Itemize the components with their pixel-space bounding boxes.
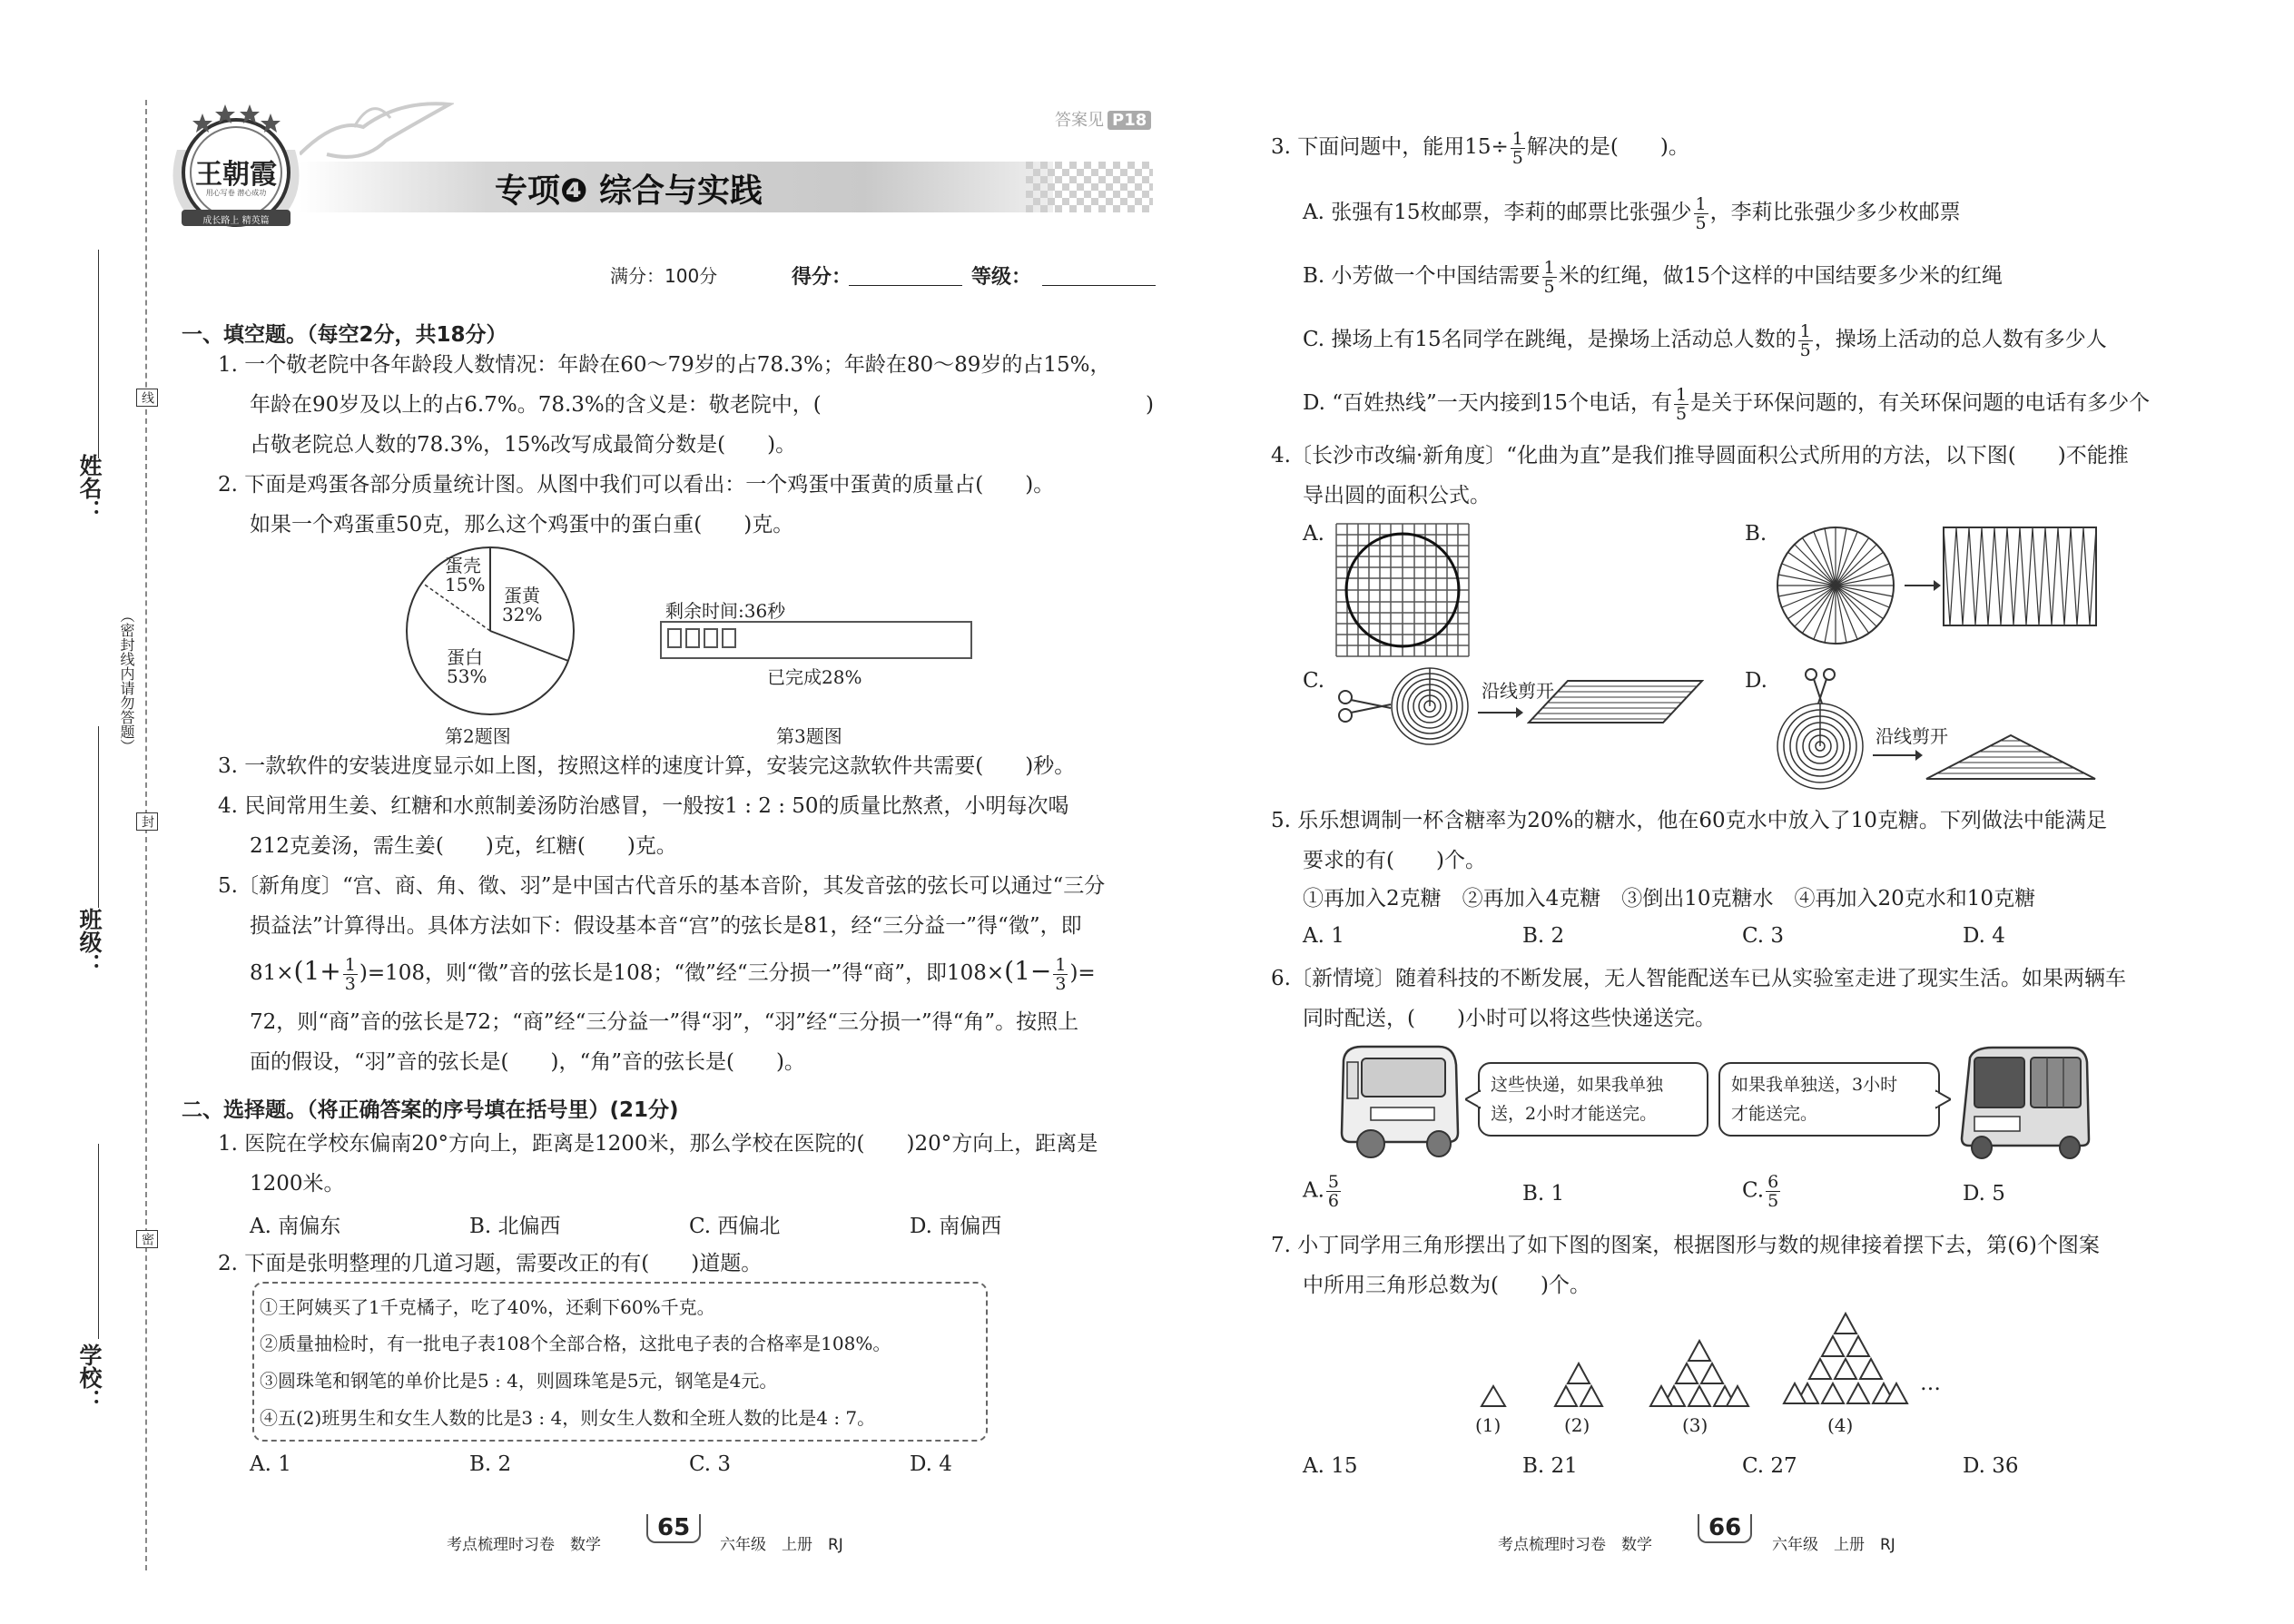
speech-bubble-1-line2: 送，2小时才能送完。	[1491, 1104, 1658, 1124]
q4-figure-d-triangle	[1925, 733, 2097, 781]
speech-bubble-2-line2: 才能送完。	[1731, 1104, 1818, 1124]
right-q7-option-d[interactable]: D. 36	[1963, 1454, 2019, 1478]
q7-figure-label-3: (3)	[1682, 1414, 1708, 1436]
speech-bubble-2	[1718, 1062, 1940, 1137]
right-q3-text-a: 3. 下面问题中，能用15÷	[1271, 135, 1509, 159]
left-footer-grade: 六年级 上册 RJ	[720, 1536, 843, 1554]
speech-bubble-2-tail	[1935, 1089, 1951, 1109]
right-q3-option-d-text-a: D. “百姓热线”一天内接到15个电话，有	[1303, 391, 1673, 415]
fill-q1-line2-close: )	[1146, 393, 1154, 417]
exercise-item-1: ①王阿姨买了1千克橘子，吃了40%，还剩下60%千克。	[260, 1296, 715, 1318]
right-q3-option-d-text-b: 是关于环保问题的，有关环保问题的电话有多少个	[1690, 391, 2151, 415]
right-q5-option-a[interactable]: A. 1	[1303, 924, 1344, 948]
answer-reference	[1055, 107, 1151, 131]
fill-q1-line3: 占敬老院总人数的78.3%，15%改写成最简分数是( )。	[250, 433, 797, 457]
fill-q4-line2: 212克姜汤，需生姜( )克，红糖( )克。	[250, 834, 677, 858]
pie-label-yolk-name: 蛋黄	[504, 585, 540, 606]
right-q7-option-a[interactable]: A. 15	[1303, 1454, 1358, 1478]
q4-option-c-label[interactable]: C.	[1303, 669, 1325, 693]
right-q3-option-d-fraction: $\frac{1}{5}$	[1676, 384, 1688, 424]
q4-figure-c-arrow	[1478, 704, 1523, 722]
right-q4-line1: 4.〔长沙市改编·新角度〕“化曲为直”是我们推导圆面积公式所用的方法，以下图( )不能推	[1271, 444, 2129, 468]
name-label: 姓名：	[76, 454, 103, 522]
q7-triangle-pattern-2	[1551, 1362, 1607, 1409]
score-label: 得分：	[792, 266, 852, 289]
school-label: 学校：	[76, 1343, 103, 1412]
choice-q2-option-d[interactable]: D. 4	[910, 1452, 952, 1476]
right-q4-line2: 导出圆的面积公式。	[1303, 484, 1491, 507]
choice-q1-line1: 1. 医院在学校东偏南20°方向上，距离是1200米，那么学校在医院的( )20°方向上，距离是	[218, 1132, 1098, 1156]
q4-figure-b-sectors	[1775, 525, 1897, 647]
progress-fill	[667, 628, 747, 648]
q5-expr-c: )=108，则“徵”音的弦长是108；“徵”经“三分损一”得“商”，即108×	[359, 961, 1005, 985]
pie-label-shell-value: 15%	[445, 574, 486, 595]
q4-figure-a-grid-circle	[1334, 522, 1471, 658]
right-q7-option-b[interactable]: B. 21	[1522, 1454, 1578, 1478]
figure2-caption: 第2题图	[445, 725, 511, 747]
fill-q2-line1: 2. 下面是鸡蛋各部分质量统计图。从图中我们可以看出：一个鸡蛋中蛋黄的质量占( )。	[218, 473, 1055, 497]
q7-figure-label-2: (2)	[1564, 1414, 1590, 1436]
right-q3-option-c-text-b: ，操场上活动的总人数有多少人	[1814, 328, 2107, 351]
fill-q5-line2: 损益法”计算得出。具体方法如下：假设基本音“宫”的弦长是81，经“三分益一”得“徵”，即	[250, 914, 1082, 938]
grade-field[interactable]	[1042, 285, 1156, 286]
answer-ref-page: P18	[1108, 111, 1151, 130]
q4-figure-b-parallelogram	[1943, 527, 2097, 626]
choice-q1-option-b[interactable]: B. 北偏西	[469, 1215, 561, 1238]
right-q6-line1: 6.〔新情境〕随着科技的不断发展，无人智能配送车已从实验室走进了现实生活。如果两辆车	[1271, 967, 2126, 990]
seal-mark-1: 线	[136, 389, 158, 407]
speech-bubble-1-tail	[1465, 1089, 1482, 1109]
right-q5-line2: 要求的有( )个。	[1303, 849, 1486, 872]
right-q5-line1: 5. 乐乐想调制一杯含糖率为20%的糖水，他在60克水中放入了10克糖。下列做法中能满足	[1271, 809, 2107, 832]
choice-q2-line1: 2. 下面是张明整理的几道习题，需要改正的有( )道题。	[218, 1252, 763, 1275]
q5-expr-b: (1+	[293, 956, 341, 986]
answer-ref-text: 答案见	[1055, 111, 1104, 130]
right-q3-option-c-text-a: C. 操场上有15名同学在跳绳，是操场上活动总人数的	[1303, 328, 1797, 351]
right-q7-line1: 7. 小丁同学用三角形摆出了如下图的图案，根据图形与数的规律接着摆下去，第(6)个图案	[1271, 1234, 2100, 1257]
q4-option-d-label[interactable]: D.	[1745, 669, 1767, 693]
logo-badge	[168, 95, 304, 231]
name-field[interactable]	[98, 250, 99, 458]
binding-dashed-line	[145, 100, 147, 1570]
right-q7-line2: 中所用三角形总数为( )个。	[1303, 1274, 1590, 1297]
right-q5-option-b[interactable]: B. 2	[1522, 924, 1565, 948]
right-page-number: 66	[1698, 1514, 1752, 1543]
choice-q2-option-b[interactable]: B. 2	[469, 1452, 512, 1476]
right-q5-option-c[interactable]: C. 3	[1742, 924, 1785, 948]
fill-q5-line4: 72，则“商”音的弦长是72；“商”经“三分益一”得“羽”，“羽”经“三分损一”得“角”。按照上	[250, 1010, 1079, 1034]
progress-done-label: 已完成28%	[767, 666, 862, 688]
logo-text: 王朝霞	[195, 159, 277, 191]
page-title: 专项❹ 综合与实践	[495, 172, 763, 210]
seal-mark-2: 封	[136, 812, 158, 831]
q7-figure-label-1: (1)	[1475, 1414, 1501, 1436]
right-q6-option-b[interactable]: B. 1	[1522, 1182, 1565, 1206]
right-q3-option-b-text-a: B. 小芳做一个中国结需要	[1303, 264, 1541, 288]
pie-label-white-name: 蛋白	[447, 646, 483, 668]
class-label: 班级：	[76, 908, 103, 976]
egg-pie-chart	[399, 540, 581, 722]
right-q3-option-a-text-b: ，李莉比张强少多少枚邮票	[1709, 201, 1961, 224]
choice-q1-option-a[interactable]: A. 南偏东	[250, 1215, 341, 1238]
right-q5-option-d[interactable]: D. 4	[1963, 924, 2005, 948]
q4-figure-c-parallelogram	[1527, 679, 1704, 724]
scissors-icon-d	[1802, 667, 1838, 704]
q4-figure-b-arrow	[1905, 576, 1941, 595]
logo-ribbon-text: 成长路上 精英篇	[202, 216, 270, 226]
right-footer-grade: 六年级 上册 RJ	[1772, 1536, 1895, 1554]
exercise-item-3: ③圆珠笔和钢笔的单价比是5 : 4，则圆珠笔是5元，钢笔是4元。	[260, 1370, 778, 1392]
q7-triangle-pattern-1	[1480, 1384, 1507, 1408]
score-field[interactable]	[849, 285, 962, 286]
right-q3-option-b-fraction: $\frac{1}{5}$	[1543, 257, 1555, 297]
right-q6-option-c[interactable]	[1742, 1173, 1782, 1210]
right-q3-option-a[interactable]	[1303, 192, 1961, 232]
q5-expr-e: )=	[1069, 961, 1096, 985]
right-q6-line2: 同时配送，( )小时可以将这些快递送完。	[1303, 1007, 1716, 1030]
school-field[interactable]	[98, 1144, 99, 1339]
q4-figure-c-concentric	[1389, 665, 1471, 747]
right-q3-option-a-text-a: A. 张强有15枚邮票，李莉的邮票比张强少	[1303, 201, 1692, 224]
exercise-item-2: ②质量抽检时，有一批电子表108个全部合格，这批电子表的合格率是108%。	[260, 1333, 891, 1354]
right-q3	[1271, 127, 1689, 167]
right-q3-option-c-fraction: $\frac{1}{5}$	[1799, 320, 1811, 360]
right-q3-option-b[interactable]	[1303, 256, 2003, 296]
choice-q1-option-c[interactable]: C. 西偏北	[689, 1215, 781, 1238]
speech-bubble-2-line1: 如果我单独送，3小时	[1731, 1075, 1898, 1095]
decorative-ribbon	[300, 91, 454, 172]
fill-q3: 3. 一款软件的安装进度显示如上图，按照这样的速度计算，安装完这款软件共需要( )秒。	[218, 754, 1076, 778]
pie-label-yolk-value: 32%	[502, 604, 543, 625]
right-q6-option-a-label: A.	[1303, 1178, 1324, 1203]
q7-ellipsis: …	[1920, 1372, 1941, 1395]
q7-triangle-pattern-3	[1645, 1339, 1754, 1410]
right-q6-option-c-label: C.	[1742, 1178, 1765, 1203]
q4-cut-text-d: 沿线剪开	[1876, 725, 1948, 747]
choice-q2-option-a[interactable]: A. 1	[250, 1452, 291, 1476]
choice-q1-option-d[interactable]: D. 南偏西	[910, 1215, 1002, 1238]
right-q6-option-d[interactable]: D. 5	[1963, 1182, 2005, 1206]
right-q6-option-a-fraction: $\frac{5}{6}$	[1327, 1172, 1340, 1211]
fill-q1-line1: 1. 一个敬老院中各年龄段人数情况：年龄在60～79岁的占78.3%；年龄在80～89岁的占15%，	[218, 353, 1111, 377]
fill-q5-line5: 面的假设，“羽”音的弦长是( )，“角”音的弦长是( )。	[250, 1050, 805, 1074]
q4-cut-text-c: 沿线剪开	[1482, 680, 1554, 702]
q7-figure-label-4: (4)	[1827, 1414, 1854, 1436]
q5-expr-a: 81×	[250, 961, 294, 985]
title-checker-pattern	[1026, 162, 1153, 212]
delivery-vehicle-2	[1956, 1044, 2092, 1162]
fill-q2-line2: 如果一个鸡蛋重50克，那么这个鸡蛋中的蛋白重( )克。	[250, 513, 794, 536]
left-page-number: 65	[646, 1514, 701, 1543]
choice-q1-line2: 1200米。	[250, 1172, 345, 1196]
q7-triangle-pattern-4	[1777, 1312, 1914, 1410]
q4-figure-d-arrow	[1873, 746, 1923, 764]
progress-time-label: 剩余时间:36秒	[665, 600, 786, 622]
right-q3-fraction: $\frac{1}{5}$	[1511, 128, 1523, 168]
q5-fraction-2: $\frac{1}{3}$	[1055, 954, 1067, 994]
section2-title: 二、选择题。（将正确答案的序号填在括号里）(21分)	[182, 1098, 679, 1122]
score-full: 满分：100分	[610, 265, 718, 287]
q5-fraction-1: $\frac{1}{3}$	[344, 954, 356, 994]
section1-title: 一、填空题。（每空2分，共18分）	[182, 323, 507, 347]
figure3-caption: 第3题图	[776, 725, 842, 747]
pie-label-white-value: 53%	[447, 665, 487, 687]
right-q6-option-a[interactable]	[1303, 1173, 1343, 1210]
scissors-icon	[1336, 688, 1393, 724]
q4-option-b-label[interactable]: B.	[1745, 522, 1767, 546]
speech-bubble-1	[1478, 1062, 1708, 1137]
q4-option-a-label[interactable]: A.	[1303, 522, 1324, 546]
q4-figure-d-concentric	[1775, 701, 1866, 792]
right-q3-option-d[interactable]	[1303, 383, 2150, 423]
fill-q4-line1: 4. 民间常用生姜、红糖和水煎制姜汤防治感冒，一般按1 : 2 : 50的质量比熬煮，小明每次喝	[218, 794, 1069, 818]
delivery-vehicle-1	[1334, 1042, 1462, 1160]
right-q3-option-a-fraction: $\frac{1}{5}$	[1695, 193, 1707, 233]
q5-expr-d: (1−	[1004, 956, 1052, 986]
logo-subtitle: 用心写卷 潜心成功	[205, 189, 267, 197]
right-footer-book: 考点梳理时习卷 数学	[1498, 1536, 1652, 1554]
seal-note: （密封线内请勿答题）	[118, 608, 135, 753]
exercise-item-4: ④五(2)班男生和女生人数的比是3 : 4，则女生人数和全班人数的比是4 : 7。	[260, 1407, 876, 1429]
right-q7-option-c[interactable]: C. 27	[1742, 1454, 1797, 1478]
pie-label-shell-name: 蛋壳	[445, 555, 481, 576]
right-q6-option-c-fraction: $\frac{6}{5}$	[1767, 1172, 1779, 1211]
right-q3-option-c[interactable]	[1303, 320, 2107, 359]
seal-mark-3: 密	[136, 1230, 158, 1248]
fill-q5-line1: 5.〔新角度〕“宫、商、角、徵、羽”是中国古代音乐的基本音阶，其发音弦的弦长可以通过“三分	[218, 874, 1106, 898]
right-q3-option-b-text-b: 米的红绳，做15个这样的中国结要多少米的红绳	[1558, 264, 2003, 288]
speech-bubble-1-line1: 这些快递，如果我单独	[1491, 1075, 1664, 1095]
fill-q5-line3	[250, 951, 1096, 993]
right-q3-text-b: 解决的是( )。	[1526, 135, 1689, 159]
progress-bar	[660, 621, 972, 659]
choice-q2-option-c[interactable]: C. 3	[689, 1452, 732, 1476]
fill-q1-line2: 年龄在90岁及以上的占6.7%。78.3%的含义是：敬老院中，(	[250, 393, 822, 417]
class-field[interactable]	[98, 726, 99, 908]
left-footer-book: 考点梳理时习卷 数学	[447, 1536, 601, 1554]
grade-label: 等级：	[971, 266, 1032, 289]
right-q5-line3: ①再加入2克糖 ②再加入4克糖 ③倒出10克糖水 ④再加入20克水和10克糖	[1303, 887, 2036, 910]
